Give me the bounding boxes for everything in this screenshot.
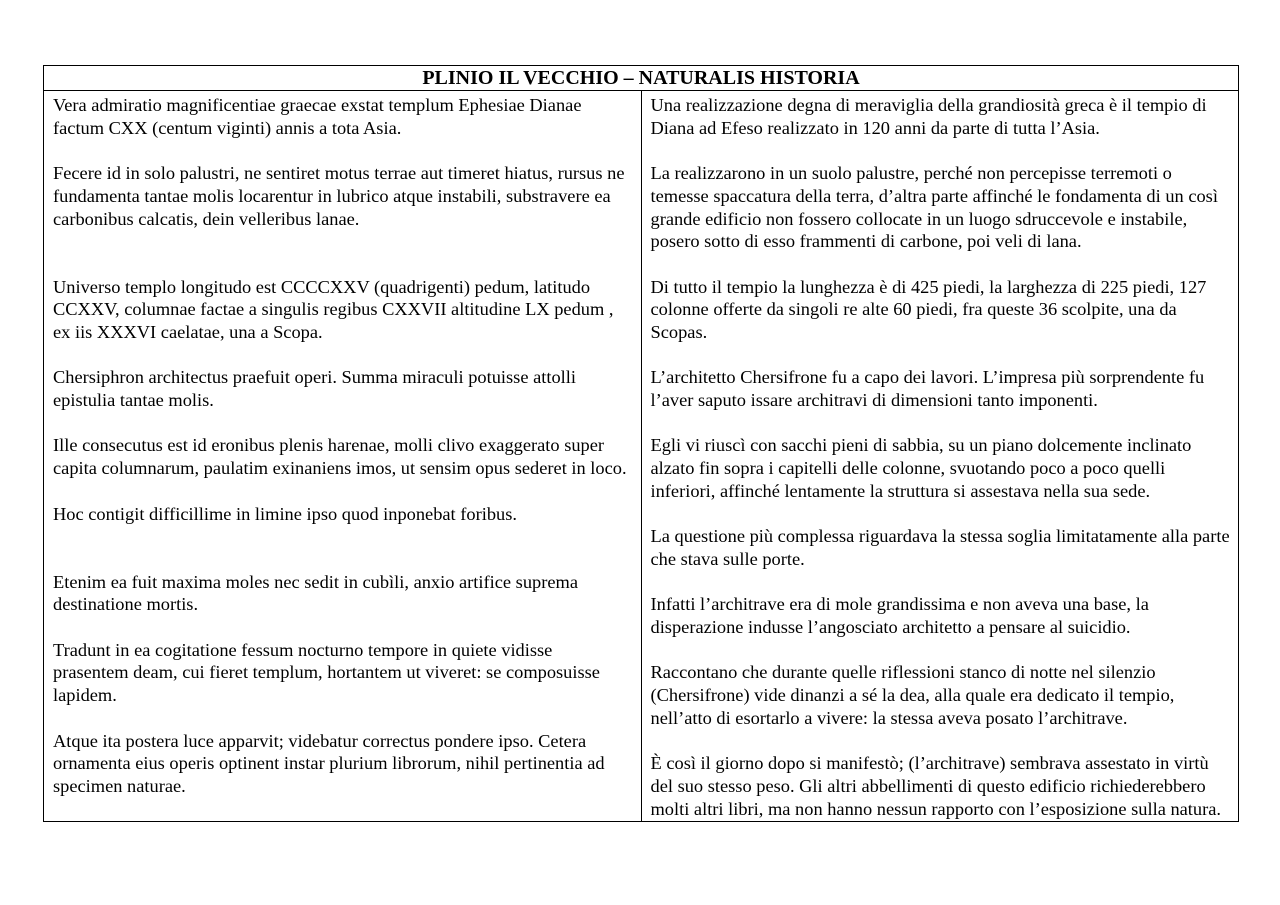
italian-paragraph: L’architetto Chersifrone fu a capo dei lavori. L’impresa più sorprendente fu l’aver saputo issare architravi di dimensioni tanto imponenti.	[650, 367, 1205, 411]
latin-paragraph: Etenim ea fuit maxima moles nec sedit in cubìli, anxio artifice suprema destinatione mortis.	[53, 571, 578, 615]
italian-column	[641, 91, 1239, 822]
latin-paragraph: Fecere id in solo palustri, ne sentiret motus terrae aut timeret hiatus, rursus ne fundamenta tantae molis locarentur in lubrico atque instabili, substravere ea carbonibus calcatis, dein velleribus lanae.	[53, 163, 625, 229]
document-title: PLINIO IL VECCHIO – NATURALIS HISTORIA	[44, 66, 1239, 91]
latin-paragraph: Universo templo longitudo est CCCCXXV (quadrigenti) pedum, latitudo CCXXV, columnae factae a singulis regibus CXXVII altitudine LX pedum , ex iis XXXVI caelatae, una a Scopa.	[53, 276, 614, 342]
italian-paragraph: Egli vi riuscì con sacchi pieni di sabbia, su un piano dolcemente inclinato alzato fin sopra i capitelli delle colonne, svuotando poco a poco quelli inferiori, affinché lentamente la struttura si assestava nella sua sede.	[650, 435, 1192, 501]
italian-paragraph: La realizzarono in un suolo palustre, perché non percepisse terremoti o temesse spaccatura della terra, d’altra parte affinché le fondamenta di un così grande edificio non fossero collocate in un luogo sdruccevole e instabile, posero sotto di esso frammenti di carbone, poi veli di lana.	[650, 163, 1218, 252]
italian-paragraph: Una realizzazione degna di meraviglia della grandiosità greca è il tempio di Diana ad Efeso realizzato in 120 anni da parte di tutta l’Asia.	[650, 95, 1207, 138]
italian-paragraph: La questione più complessa riguardava la stessa soglia limitatamente alla parte che stava sulle porte.	[650, 526, 1230, 569]
latin-paragraph: Atque ita postera luce apparvit; videbatur correctus pondere ipso. Cetera ornamenta eius operis optinent instar plurium librorum, nihil pertinentia ad specimen naturae.	[53, 730, 605, 796]
italian-paragraph: Infatti l’architrave era di mole grandissima e non aveva una base, la disperazione indusse l’angosciato architetto a pensare al suicidio.	[650, 594, 1149, 638]
latin-paragraph: Hoc contigit difficillime in limine ipso quod inponebat foribus.	[53, 503, 517, 524]
latin-paragraph: Tradunt in ea cogitatione fessum nocturno tempore in quiete vidisse prasentem deam, cui fieret templum, hortantem ut viveret: se composuisse lapidem.	[53, 639, 600, 706]
latin-paragraph: Vera admiratio magnificentiae graecae exstat templum Ephesiae Dianae factum CXX (centum viginti) annis a tota Asia.	[53, 95, 582, 138]
latin-column	[44, 91, 642, 822]
title-row	[44, 66, 1239, 91]
latin-paragraph: Chersiphron architectus praefuit operi. Summa miraculi potuisse attolli epistulia tantae molis.	[53, 367, 576, 411]
italian-paragraph: Raccontano che durante quelle riflessioni stanco di notte nel silenzio (Chersifrone) vide dinanzi a sé la dea, alla quale era dedicato il tempio, nell’atto di esortarlo a vivere: la stessa aveva posato l’architrave.	[650, 662, 1175, 728]
italian-paragraph: Di tutto il tempio la lunghezza è di 425 piedi, la larghezza di 225 piedi, 127 colonne offerte da singoli re alte 60 piedi, fra queste 36 scolpite, una da Scopas.	[650, 276, 1207, 342]
translation-table	[43, 65, 1239, 822]
latin-paragraph: Ille consecutus est id eronibus plenis harenae, molli clivo exaggerato super capita columnarum, paulatim exinaniens imos, ut sensim opus sederet in loco.	[53, 435, 627, 479]
content-row	[44, 91, 1239, 822]
italian-paragraph: È così il giorno dopo si manifestò; (l’architrave) sembrava assestato in virtù del suo stesso peso. Gli altri abbellimenti di questo edificio richiederebbero molti altri libri, ma non hanno nessun rapporto con l’esposizione sulla natura.	[650, 753, 1221, 819]
